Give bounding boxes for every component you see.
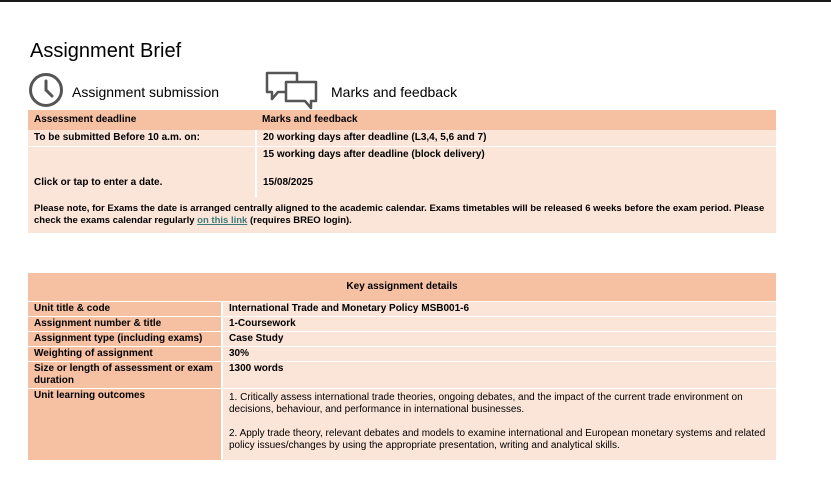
speech-bubbles-icon bbox=[264, 70, 320, 115]
feedback-header: Marks and feedback bbox=[256, 110, 776, 130]
table-row: Weighting of assignment 30% bbox=[28, 347, 776, 362]
clock-icon bbox=[28, 72, 64, 113]
submit-label: To be submitted Before 10 a.m. on: bbox=[28, 130, 256, 147]
learning-outcomes-row: Unit learning outcomes 1. Critically assess international trade theories, ongoing debates, and the impact of the current trade environment on decisions, behaviour, and performance in international businesses. 2. Apply trade theory, relevant debates and models to examine international and European monetary systems and related policy issues/changes by using the appropriate presentation, writing and analytical skills. bbox=[28, 389, 776, 461]
exams-calendar-link[interactable]: on this link bbox=[197, 215, 248, 226]
table-row: Assignment type (including exams) Case Study bbox=[28, 332, 776, 347]
table-row: Assignment number & title 1-Coursework bbox=[28, 317, 776, 332]
feedback-line-1: 20 working days after deadline (L3,4, 5,6 and 7) bbox=[256, 130, 776, 147]
learning-outcome-2: 2. Apply trade theory, relevant debates and models to examine international and European monetary systems and related policy issues/changes by using the appropriate presentation, writing and analytical skills. bbox=[229, 428, 766, 451]
learning-outcome-1: 1. Critically assess international trade theories, ongoing debates, and the impact of the current trade environment on decisions, behaviour, and performance in international businesses. bbox=[229, 392, 743, 415]
key-details-header: Key assignment details bbox=[28, 273, 776, 302]
top-border bbox=[0, 0, 831, 2]
table-row: Unit title & code International Trade and Monetary Policy MSB001-6 bbox=[28, 302, 776, 317]
feedback-line-2: 15 working days after deadline (block delivery) bbox=[256, 147, 776, 176]
exam-note: Please note, for Exams the date is arranged centrally aligned to the academic calendar. Exams timetables will be released 6 weeks before the exam period. Please check the exams calendar regularly on this link (requires BREO login). bbox=[28, 197, 776, 233]
page-title: Assignment Brief bbox=[30, 40, 182, 62]
feedback-label: Marks and feedback bbox=[331, 84, 458, 100]
date-picker[interactable]: Click or tap to enter a date. bbox=[28, 175, 256, 197]
feedback-date: 15/08/2025 bbox=[256, 175, 776, 197]
icon-row bbox=[28, 70, 808, 110]
deadline-table bbox=[28, 110, 776, 233]
key-details-table bbox=[28, 273, 776, 460]
submission-label: Assignment submission bbox=[72, 84, 220, 100]
table-row: Size or length of assessment or exam duration 1300 words bbox=[28, 362, 776, 389]
deadline-header: Assessment deadline bbox=[28, 110, 256, 130]
